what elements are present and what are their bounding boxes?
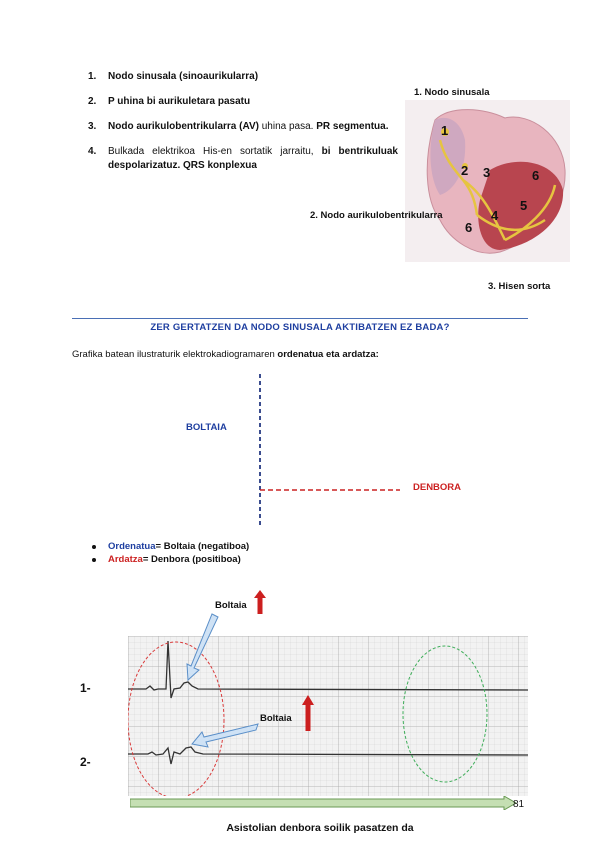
step-text <box>108 70 398 84</box>
heart-label-his: 3. Hisen sorta <box>488 281 551 292</box>
section-divider <box>72 318 528 319</box>
bullet-ordenatua <box>92 540 249 553</box>
red-up-arrow-icon <box>254 590 266 614</box>
heart-number-3: 3 <box>483 165 491 180</box>
ecg-row-label-2: 2- <box>80 755 91 769</box>
axis-definitions <box>92 540 249 566</box>
step-text-part: P uhina bi aurikuletara pasatu <box>108 96 251 107</box>
page-number: 81 <box>513 799 525 810</box>
step-text <box>108 145 398 173</box>
ecg-row-label-1: 1- <box>80 681 91 695</box>
heart-number-6a: 6 <box>532 168 540 183</box>
y-axis-label: BOLTAIA <box>186 422 227 433</box>
step-text <box>108 120 398 134</box>
x-axis-label: DENBORA <box>413 482 462 493</box>
heart-number-6b: 6 <box>465 220 473 235</box>
step-text-part: Nodo sinusala (sinoaurikularra) <box>108 71 259 82</box>
arrow-label-mid: Boltaia <box>260 713 292 724</box>
step-text-part: Bulkada elektrikoa His-en sortatik jarraitu, <box>108 146 322 157</box>
step-text-part: Nodo aurikulobentrikularra (AV) <box>108 121 262 132</box>
heart-label-av: 2. Nodo aurikulobentrikularra <box>310 210 443 221</box>
heart-number-2: 2 <box>461 163 469 178</box>
blue-arrow-icon <box>182 612 222 682</box>
red-up-arrow-icon <box>302 695 314 731</box>
arrow-label-top: Boltaia <box>215 600 247 611</box>
bullet-rest: = Denbora (positiboa) <box>142 554 241 565</box>
step-text <box>108 95 398 109</box>
step-item <box>88 120 398 134</box>
intro-pre: Grafika batean ilustraturik elektrokadiogramaren <box>72 349 278 360</box>
heart-number-1: 1 <box>441 123 449 138</box>
step-item <box>88 145 398 173</box>
intro-bold: ordenatua eta ardatza: <box>277 349 379 360</box>
step-number: 1. <box>88 71 97 82</box>
axes-diagram <box>250 372 410 532</box>
ecg-caption: Asistolian denbora soilik pasatzen da <box>226 822 414 834</box>
heart-number-5: 5 <box>520 198 528 213</box>
step-item <box>88 95 398 109</box>
heart-number-4: 4 <box>491 208 499 223</box>
bullet-term: Ardatza <box>108 554 143 565</box>
bullet-ardatza <box>92 553 249 566</box>
step-text-part: PR segmentua. <box>316 121 389 132</box>
blue-arrow-icon <box>190 720 260 750</box>
bullet-term: Ordenatua <box>108 541 156 552</box>
steps-list <box>88 70 398 184</box>
bullet-rest: = Boltaia (negatiboa) <box>155 541 250 552</box>
time-arrow-icon <box>130 796 516 810</box>
heart-label-sinus: 1. Nodo sinusala <box>414 87 490 98</box>
step-number: 2. <box>88 96 97 107</box>
intro-text <box>72 349 379 360</box>
step-text-part: bi bentrikuluak despolarizatuz. QRS konplexua <box>108 146 398 171</box>
step-number: 4. <box>88 146 97 157</box>
step-item <box>88 70 398 84</box>
heart-illustration <box>405 100 570 262</box>
step-number: 3. <box>88 121 97 132</box>
section-title: ZER GERTATZEN DA NODO SINUSALA AKTIBATZEN EZ BADA? <box>150 322 450 333</box>
step-text-part: uhina pasa. <box>261 121 317 132</box>
